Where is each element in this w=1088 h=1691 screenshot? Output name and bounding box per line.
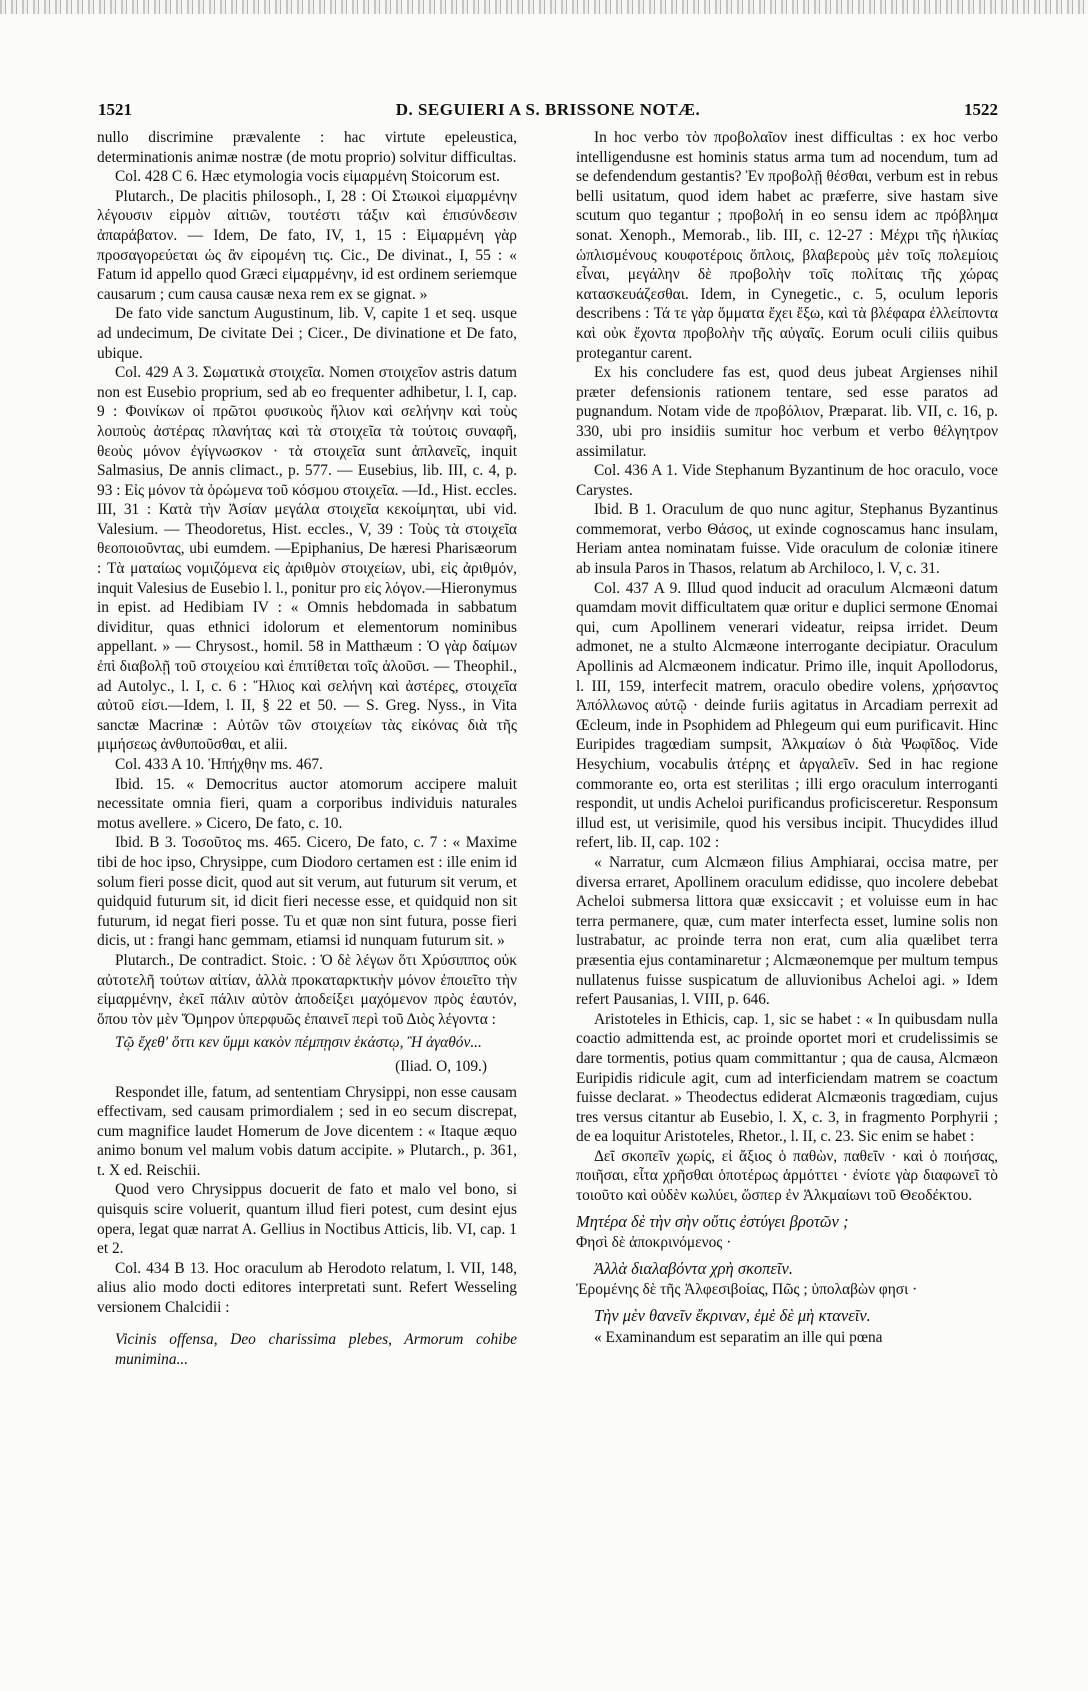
paragraph: Ibid. B 1. Oraculum de quo nunc agitur, Stephanus Byzantinus commemorat, verbo Θάσος, ut exinde cognoscamus hanc insulam, Heriam antea nominatam fuisse. Vide oraculum de coloniæ itinere ab insula Paros in Thasos, relatum ab Archiloco, l. V, c. 31. — [576, 501, 998, 578]
greek-line: Ἐρομένης δὲ τῆς Ἀλφεσιβοίας, Πῶς ; ὑπολαβὼν φησι · — [576, 1281, 918, 1299]
paragraph: Col. 436 A 1. Vide Stephanum Byzantinum de hoc oraculo, voce Carystes. — [576, 462, 998, 499]
paragraph: Ibid. B 3. Τοσοῦτος ms. 465. Cicero, De fato, c. 7 : « Maxime tibi de hoc ipso, Chrysippe, cum Diodoro certamen est : ille enim id solum fieri posse dicit, quod aut sit verum, aut futurum sit verum, et quidquid futurum sit, id dicit fieri necesse esse, et quidquid non sit futurum, id negat fieri posse. Tu et quæ non sint futura, posse fieri dicis, ut : frangi hanc gemmam, etiamsi id nunquam futurum sit. » — [97, 834, 517, 950]
verse-citation: (Iliad. O, 109.) — [395, 1057, 487, 1075]
paragraph: nullo discrimine prævalente : hac virtute epeleustica, determinationis animæ nostræ (de motu proprio) solvitur difficultas. — [97, 129, 517, 166]
paragraph: « Examinandum est separatim an ille qui pœna — [594, 1328, 883, 1346]
paragraph: Col. 433 A 10. Ἠπήχθην ms. 467. — [115, 756, 323, 773]
page-header — [98, 100, 998, 122]
paragraph: « Narratur, cum Alcmæon filius Amphiarai, occisa matre, per diversa erraret, Apollinem oraculum edidisse, quo incolere debebat Acheloi submersa littora quæ exsiccavit ; et voluisse eum in hac terra permanere, quæ, cum mater interfecta esset, lumine solis non lustrabatur, ac proinde terra non erat, cum alia quælibet terra præsentia ejus contaminaretur ; Alcmæonemque per multum tempus nullatenus fuisse suspicatum de alluvionibus Acheloi agi. » Idem refert Pausanias, l. VIII, p. 646. — [576, 853, 998, 1009]
greek-line: Φησὶ δὲ ἀποκρινόμενος · — [576, 1234, 732, 1252]
paragraph: Col. 428 C 6. Hæc etymologia vocis εἱμαρμένη Stoicorum est. — [115, 168, 500, 186]
paragraph: Plutarch., De placitis philosoph., I, 28 : Οἱ Στωικοὶ εἱμαρμένην λέγουσιν εἱρμὸν αἰτιῶν, τουτέστι τάξιν καὶ ἐπισύνδεσιν ἀπαράβατον. — Idem, De fato, IV, 1, 15 : Εἱμαρμένη γὰρ προσαγορεύεται ὡς ἂν εἱρομένη τις. Cic., De divinat., I, 55 : « Fatum id appello quod Græci εἱμαρμένην, id est ordinem seriemque causarum ; cum causa causæ nexa rem ex se gignat. » — [97, 187, 517, 303]
verse-quote: Τῷ ἔχεθ' ὅττι κεν ὔμμι κακὸν πέμπῃσιν ἑκάστῳ, Ἢ ἀγαθόν... — [115, 1034, 482, 1052]
left-column — [97, 128, 517, 1668]
page-number-left: 1521 — [98, 100, 132, 119]
paragraph: Ex his concludere fas est, quod deus jubeat Argienses nihil præter defensionis rationem tentare, sed esse paratos ad pugnandum. Notam vide de προβόλιον, Præparat. lib. VII, c. 16, p. 330, ubi pro insidiis sumitur hoc verbum et verbo θέλγητρον assimilatur. — [576, 364, 998, 460]
page-number-right: 1522 — [964, 100, 998, 119]
paragraph: Quod vero Chrysippus docuerit de fato et malo vel bono, si quisquis scire voluerit, quantum illud fieri potest, cum desint ejus opera, legat quæ narrat A. Gellius in Noctibus Atticis, lib. VI, cap. 1 et 2. — [97, 1181, 517, 1258]
running-title: D. SEGUIERI A S. BRISSONE NOTÆ. — [395, 100, 701, 119]
paragraph: Col. 429 A 3. Σωματικὰ στοιχεῖα. Nomen στοιχεῖον astris datum non est Eusebio proprium, sed ab eo frequenter adhibetur, l. I, cap. 9 : Φοινίκων οἱ πρῶτοι φυσικοὺς ἥλιον καὶ σελήνην καὶ τοὺς λοιποὺς ἀστέρας πλανήτας καὶ τὰ στοιχεῖα τὰ τούτοις συναφῆ, θεοὺς μόνον ἐγίγνωσκον · τὰ στοιχεῖα sunt ἀπλανεῖς, inquit Salmasius, De annis climact., p. 577. — Eusebius, lib. III, c. 4, p. 93 : Εἰς μόνον τὰ ὁρώμενα τοῦ κόσμου στοιχεῖα. —Id., Hist. eccles. III, 31 : Κατὰ τὴν Ἀσίαν μεγάλα στοιχεῖα κεκοίμηται, ubi vid. Valesium. — Theodoretus, Hist. eccles., V, 39 : Τοὺς τὰ στοιχεῖα θεοποιοῦντας, ubi eumdem. —Epiphanius, De hæresi Pharisæorum : Τὰ ματαίως νομιζόμενα εἰς ἀριθμὸν στοιχείων, ubi, εἰς ἀριθμόν, inquit Valesius de Eusebio l. l., ponitur pro εἰς λόγον.—Hieronymus in epist. ad Hedibiam IV : « Omnis hebdomada in sabbatum dividitur, quas ethnici idolorum et elementorum nominibus appellant. » — Chrysost., homil. 58 in Matthæum : Ὁ γὰρ δαίμων ἐπὶ διαβολῇ τοῦ στοιχείου καὶ ἐπιτίθεται τοῖς ἁλοῦσι. — Theophil., ad Autolyc., l. I, c. 6 : Ἥλιος καὶ σελήνη καὶ ἀστέρες, στοιχεῖα αὐτοῦ εἰσι.—Idem, l. II, § 22 et 50. — S. Greg. Nyss., in Vita sanctæ Macrinæ : Αὐτῶν τῶν στοιχείων τὰς εἰκόνας διὰ τῆς μιμήσεως ἀνθυποῦσθαι, et alii. — [97, 364, 517, 754]
paragraph: Plutarch., De contradict. Stoic. : Ὁ δὲ λέγων ὅτι Χρύσιππος οὐκ αὐτοτελῆ τούτων αἰτίαν, ἀλλὰ προκαταρκτικὴν μόνον ἐποιεῖτο τὴν εἱμαρμένην, ἐκεῖ πάλιν αὐτὸν ἀποδείξει μαχόμενον πρὸς ἑαυτόν, ὅπου τὸν μὲν Ὅμηρον ὑπερφυῶς ἐπαινεῖ περὶ τοῦ Διὸς λέγοντα : — [97, 951, 517, 1028]
paragraph: Respondet ille, fatum, ad sententiam Chrysippi, non esse causam effectivam, sed causam primordialem ; sed in eo secum discrepat, cum magnifice laudet Homerum de Jove dicentem : « Itaque æquo animo bonum vel malum vobis datum accipite. » Plutarch., p. 361, t. X ed. Reischii. — [97, 1083, 517, 1179]
scan-top-edge — [0, 0, 1088, 14]
paragraph: Col. 437 A 9. Illud quod inducit ad oraculum Alcmæoni datum quamdam movit difficultatem quæ oritur e duplici sermone Œnomai qui, cum Apollinem venerari videatur, reipsa irridet. Deum admonet, ne a stulto Alcmæone interrogante decipiatur. Oraculum Apollinis ad Alcmæonem indicatur. Primo ille, inquit Apollodorus, l. III, 159, interfecit matrem, oraculo obedire volens, χρήσαντος Ἀπόλλωνος αὐτῷ · deinde furiis agitatus in Arcadiam perrexit ad Œcleum, inde in Psophidem ad Phlegeum qui eum purificavit. Hinc Euripides tragœdiam sumpsit, Ἀλκμαίων ὁ διὰ Ψωφῖδος. Vide Hesychium, vocabulis ἀτέρης et ἀργαλεῖν. Sed in hac regione commorante eo, orta est sterilitas ; illi ergo oraculum interroganti respondit, ut undis Acheloi purificandus proficisceretur. Responsum illud est, ut verisimile, quod his versibus incipit. Thucydides illud refert, lib. II, cap. 102 : — [576, 579, 998, 852]
paragraph: Ibid. 15. « Democritus auctor atomorum accipere maluit necessitate omnia fieri, quam a corporibus individuis naturales motus avellere. » Cicero, De fato, c. 10. — [97, 775, 517, 832]
paragraph: Aristoteles in Ethicis, cap. 1, sic se habet : « In quibusdam nulla coactio admittenda est, ac proinde oportet mori et crudelissimis se dare tormentis, potius quam committantur ; qua de causa, Alcmæon Euripidis ridicule agit, cum ad interficiendam matrem se coactum fuisse declarat. » Theodectus ediderat Alcmæonis tragœdiam, cujus tres versus citantur ab Eusebio, l. X, c. 3, in fragmento Porphyrii ; de ea loquitur Aristoteles, Rhetor., l. II, c. 23. Sic enim se habet : — [576, 1010, 998, 1146]
greek-verse: Ἀλλὰ διαλαβόντα χρὴ σκοπεῖν. — [594, 1258, 793, 1278]
greek-quote: Δεῖ σκοπεῖν χωρίς, εἰ ἄξιος ὁ παθὼν, παθεῖν · καὶ ὁ ποιήσας, ποιῆσαι, εἶτα χρῆσθαι ὁποτέρως ἁρμόττει · ἐνίοτε γὰρ διαφωνεῖ τὸ τοιοῦτο καὶ οὐδὲν κωλύει, ὥσπερ ἐν Ἀλκμαίωνι τοῦ Θεοδέκτου. — [576, 1147, 998, 1205]
latin-verse: Vicinis offensa, Deo charissima plebes, Armorum cohibe munimina... — [115, 1330, 517, 1368]
greek-verse: Μητέρα δὲ τὴν σὴν οὔτις ἐστύγει βροτῶν ; — [576, 1211, 849, 1231]
paragraph: Col. 434 B 13. Hoc oraculum ab Herodoto relatum, l. VII, 148, alius alio modo docti editores interpretati sunt. Refert Wesseling versionem Chalcidii : — [97, 1259, 517, 1317]
paragraph: In hoc verbo τὸν προβολαῖον inest difficultas : ex hoc verbo intelligendusne est hominis status arma tum ad nocendum, tum ad se defendendum gestantis? Ἐν προβολῇ θέσθαι, verbum est in rebus belli usitatum, quod idem habet ac præferre, sive hastam sive scutum quo tegantur ; προβολή in eo sensu idem ac πρόβλημα sonat. Xenoph., Memorab., lib. III, c. 12-27 : Μέχρι τῆς ἡλικίας ὡπλισμένους κουφοτέροις ὅπλοις, βλαβεροὺς μὲν τοῖς πολεμίοις εἶναι, μεγάλην δὲ προβολὴν τοῖς πολίταις τῆς χώρας κατασκευάζεσθαι. Idem, in Cynegetic., c. 5, oculum leporis describens : Τά τε γὰρ ὄμματα ἔχει ἔξω, καὶ τὰ βλέφαρα ἐλλείποντα καὶ οὐκ ἔχοντα προβολὴν τῆς αὐγαῖς. Eorum oculi ciliis quibus protegantur carent. — [576, 129, 998, 362]
paragraph: De fato vide sanctum Augustinum, lib. V, capite 1 et seq. usque ad undecimum, De civitate Dei ; Cicer., De divinatione et De fato, ubique. — [97, 305, 517, 362]
right-column — [576, 128, 998, 1668]
greek-verse: Τὴν μὲν θανεῖν ἔκριναν, ἐμὲ δὲ μὴ κτανεῖν. — [594, 1306, 871, 1326]
